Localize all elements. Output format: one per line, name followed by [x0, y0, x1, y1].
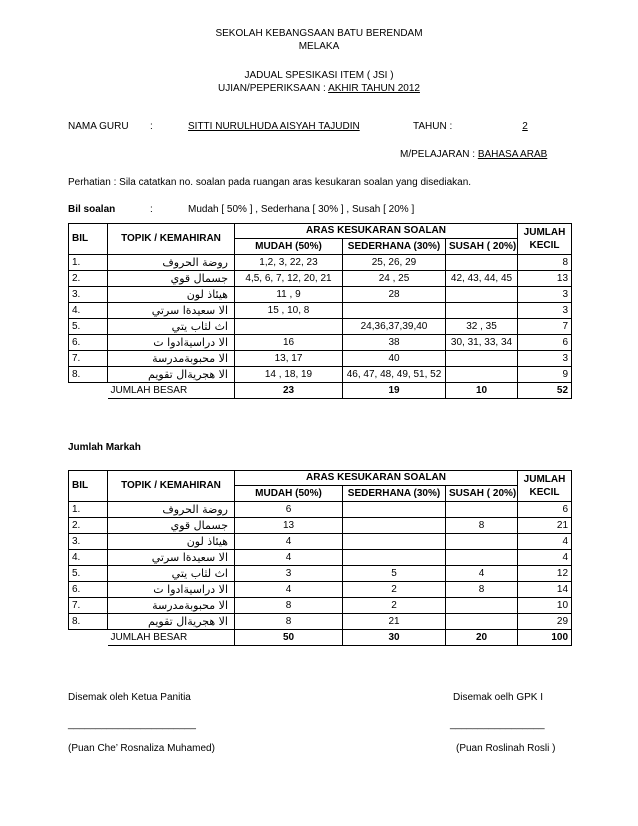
school-name: SEKOLAH KEBANGSAAN BATU BERENDAM — [215, 28, 423, 39]
table1-total-row — [69, 383, 572, 399]
row-susah: 8 — [446, 582, 518, 598]
header2-aras: ARAS KESUKARAN SOALAN — [235, 471, 518, 486]
row-mudah: 1,2, 3, 22, 23 — [235, 255, 343, 271]
table2-body — [69, 502, 572, 630]
row-sederhana — [343, 550, 446, 566]
header2-jumlah-2: KECIL — [529, 487, 560, 498]
table-row — [69, 550, 572, 566]
header-mudah: MUDAH (50%) — [235, 239, 343, 255]
row-jumlah: 29 — [518, 614, 572, 630]
row-mudah: 4 — [235, 550, 343, 566]
row-mudah: 4,5, 6, 7, 12, 20, 21 — [235, 271, 343, 287]
table-row — [69, 614, 572, 630]
table-row — [69, 271, 572, 287]
row-bil: 7. — [69, 598, 108, 614]
header2-mudah: MUDAH (50%) — [235, 486, 343, 502]
exam-prefix: UJIAN/PEPERIKSAAN : — [218, 83, 329, 94]
row-bil: 6. — [69, 335, 108, 351]
row-mudah: 13, 17 — [235, 351, 343, 367]
section2-title: Jumlah Markah — [68, 442, 141, 453]
header2-jumlah-kecil — [518, 471, 572, 502]
row-mudah: 3 — [235, 566, 343, 582]
row-topik: الا دراسيةادوا ت — [108, 335, 235, 351]
total2-label: JUMLAH BESAR — [108, 630, 235, 646]
marks-distribution-table — [68, 470, 572, 646]
right-signature-label: Disemak oelh GPK I — [453, 692, 544, 703]
row-sederhana — [343, 534, 446, 550]
row-susah — [446, 351, 518, 367]
row-susah — [446, 550, 518, 566]
row-mudah — [235, 319, 343, 335]
row-susah — [446, 287, 518, 303]
row-susah — [446, 502, 518, 518]
table-row — [69, 255, 572, 271]
header-jumlah-kecil — [518, 224, 572, 255]
row-jumlah: 6 — [518, 335, 572, 351]
row-sederhana: 2 — [343, 582, 446, 598]
row-topik: هيئاذ لون — [108, 287, 235, 303]
total-susah: 10 — [446, 383, 518, 399]
total-sederhana: 19 — [343, 383, 446, 399]
subject-line — [400, 149, 547, 160]
row-topik: الا سعيدةا سرتي — [108, 550, 235, 566]
row-susah: 8 — [446, 518, 518, 534]
row-bil: 6. — [69, 582, 108, 598]
table-row — [69, 582, 572, 598]
left-signature-label: Disemak oleh Ketua Panitia — [68, 692, 191, 703]
row-jumlah: 14 — [518, 582, 572, 598]
row-sederhana: 5 — [343, 566, 446, 582]
header2-susah: SUSAH ( 20%) — [446, 486, 518, 502]
left-signature-line: _______________________ — [68, 719, 196, 730]
row-jumlah: 4 — [518, 550, 572, 566]
row-bil: 4. — [69, 550, 108, 566]
table-row — [69, 367, 572, 383]
right-signature-name: (Puan Roslinah Rosli ) — [456, 743, 556, 754]
row-mudah: 14 , 18, 19 — [235, 367, 343, 383]
header2-bil: BIL — [69, 471, 108, 502]
row-sederhana: 38 — [343, 335, 446, 351]
table-row — [69, 534, 572, 550]
total2-jumlah: 100 — [518, 630, 572, 646]
table-row — [69, 502, 572, 518]
row-bil: 3. — [69, 287, 108, 303]
table-row — [69, 319, 572, 335]
header-jumlah-2: KECIL — [529, 240, 560, 251]
row-bil: 1. — [69, 502, 108, 518]
exam-name: AKHIR TAHUN 2012 — [328, 83, 420, 94]
table1-body — [69, 255, 572, 383]
guru-colon: : — [150, 121, 153, 132]
row-jumlah: 12 — [518, 566, 572, 582]
document-title: JADUAL SPESIKASI ITEM ( JSI ) — [244, 70, 394, 81]
row-sederhana: 21 — [343, 614, 446, 630]
row-bil: 2. — [69, 271, 108, 287]
row-susah: 30, 31, 33, 34 — [446, 335, 518, 351]
header2-sederhana: SEDERHANA (30%) — [343, 486, 446, 502]
table2-total-row — [69, 630, 572, 646]
row-topik: جسمال قوي — [108, 271, 235, 287]
guru-name: SITTI NURULHUDA AISYAH TAJUDIN — [188, 121, 360, 132]
row-susah — [446, 367, 518, 383]
row-topik: روضة الحروف — [108, 255, 235, 271]
table-row — [69, 598, 572, 614]
row-jumlah: 9 — [518, 367, 572, 383]
row-mudah: 6 — [235, 502, 343, 518]
row-sederhana — [343, 502, 446, 518]
row-susah — [446, 303, 518, 319]
row-bil: 5. — [69, 319, 108, 335]
header2-topik: TOPIK / KEMAHIRAN — [108, 471, 235, 502]
row-bil: 7. — [69, 351, 108, 367]
row-jumlah: 8 — [518, 255, 572, 271]
row-susah: 32 , 35 — [446, 319, 518, 335]
exam-line — [0, 83, 638, 94]
row-topik: روضة الحروف — [108, 502, 235, 518]
row-sederhana: 2 — [343, 598, 446, 614]
row-topik: هيئاذ لون — [108, 534, 235, 550]
row-sederhana: 28 — [343, 287, 446, 303]
instruction-note: Perhatian : Sila catatkan no. soalan pada ruangan aras kesukaran soalan yang disediakan. — [68, 177, 472, 188]
total2-sederhana: 30 — [343, 630, 446, 646]
table-row — [69, 351, 572, 367]
row-topik: الا محبوبةمدرسة — [108, 598, 235, 614]
total2-blank — [69, 630, 108, 646]
total-jumlah: 52 — [518, 383, 572, 399]
row-sederhana: 46, 47, 48, 49, 51, 52 — [343, 367, 446, 383]
tahun-value-text: 2 — [522, 121, 528, 132]
header2-jumlah-1: JUMLAH — [523, 474, 566, 485]
header-aras: ARAS KESUKARAN SOALAN — [235, 224, 518, 239]
bil-soalan-value: Mudah [ 50% ] , Sederhana [ 30% ] , Susah [ 20% ] — [188, 204, 415, 215]
row-jumlah: 7 — [518, 319, 572, 335]
row-topik: اث لثاب يتي — [108, 319, 235, 335]
row-jumlah: 4 — [518, 534, 572, 550]
total2-susah: 20 — [446, 630, 518, 646]
header-jumlah-1: JUMLAH — [523, 227, 566, 238]
bil-soalan-colon: : — [150, 204, 153, 215]
row-bil: 4. — [69, 303, 108, 319]
row-mudah: 8 — [235, 598, 343, 614]
tahun-label: TAHUN : — [413, 121, 453, 132]
row-topik: الا محبوبةمدرسة — [108, 351, 235, 367]
row-topik: الا هجريةال تقويم — [108, 614, 235, 630]
row-sederhana: 24,36,37,39,40 — [343, 319, 446, 335]
total-label: JUMLAH BESAR — [108, 383, 235, 399]
row-jumlah: 13 — [518, 271, 572, 287]
total-blank — [69, 383, 108, 399]
row-mudah: 15 , 10, 8 — [235, 303, 343, 319]
header-sederhana: SEDERHANA (30%) — [343, 239, 446, 255]
table-row — [69, 566, 572, 582]
row-sederhana — [343, 303, 446, 319]
row-mudah: 4 — [235, 582, 343, 598]
row-topik: الا دراسيةادوا ت — [108, 582, 235, 598]
row-sederhana: 24 , 25 — [343, 271, 446, 287]
header-bil: BIL — [69, 224, 108, 255]
header-susah: SUSAH ( 20%) — [446, 239, 518, 255]
total-mudah: 23 — [235, 383, 343, 399]
row-susah — [446, 598, 518, 614]
row-bil: 8. — [69, 614, 108, 630]
row-mudah: 16 — [235, 335, 343, 351]
left-signature-name: (Puan Che’ Rosnaliza Muhamed) — [68, 743, 215, 754]
table-row — [69, 518, 572, 534]
row-topik: اث لثاب يتي — [108, 566, 235, 582]
row-susah: 42, 43, 44, 45 — [446, 271, 518, 287]
subject-label: M/PELAJARAN : — [400, 149, 478, 160]
row-sederhana: 25, 26, 29 — [343, 255, 446, 271]
row-jumlah: 3 — [518, 303, 572, 319]
row-bil: 8. — [69, 367, 108, 383]
row-bil: 5. — [69, 566, 108, 582]
table-row — [69, 335, 572, 351]
row-jumlah: 3 — [518, 287, 572, 303]
row-topik: الا سعيدةا سرتي — [108, 303, 235, 319]
row-topik: الا هجريةال تقويم — [108, 367, 235, 383]
row-bil: 3. — [69, 534, 108, 550]
row-sederhana: 40 — [343, 351, 446, 367]
row-mudah: 11 , 9 — [235, 287, 343, 303]
state-name: MELAKA — [298, 41, 340, 52]
row-jumlah: 6 — [518, 502, 572, 518]
question-distribution-table — [68, 223, 572, 399]
header-topik: TOPIK / KEMAHIRAN — [108, 224, 235, 255]
row-susah — [446, 534, 518, 550]
subject-value: BAHASA ARAB — [477, 149, 548, 160]
guru-label: NAMA GURU — [68, 121, 129, 132]
tahun-value — [488, 121, 562, 132]
row-susah: 4 — [446, 566, 518, 582]
row-jumlah: 3 — [518, 351, 572, 367]
bil-soalan-label: Bil soalan — [68, 204, 116, 215]
row-jumlah: 10 — [518, 598, 572, 614]
row-topik: جسمال قوي — [108, 518, 235, 534]
row-mudah: 8 — [235, 614, 343, 630]
row-jumlah: 21 — [518, 518, 572, 534]
row-bil: 1. — [69, 255, 108, 271]
row-mudah: 4 — [235, 534, 343, 550]
total2-mudah: 50 — [235, 630, 343, 646]
row-susah — [446, 614, 518, 630]
row-mudah: 13 — [235, 518, 343, 534]
row-sederhana — [343, 518, 446, 534]
table-row — [69, 287, 572, 303]
row-bil: 2. — [69, 518, 108, 534]
right-signature-line: _________________ — [450, 719, 545, 730]
row-susah — [446, 255, 518, 271]
table-row — [69, 303, 572, 319]
